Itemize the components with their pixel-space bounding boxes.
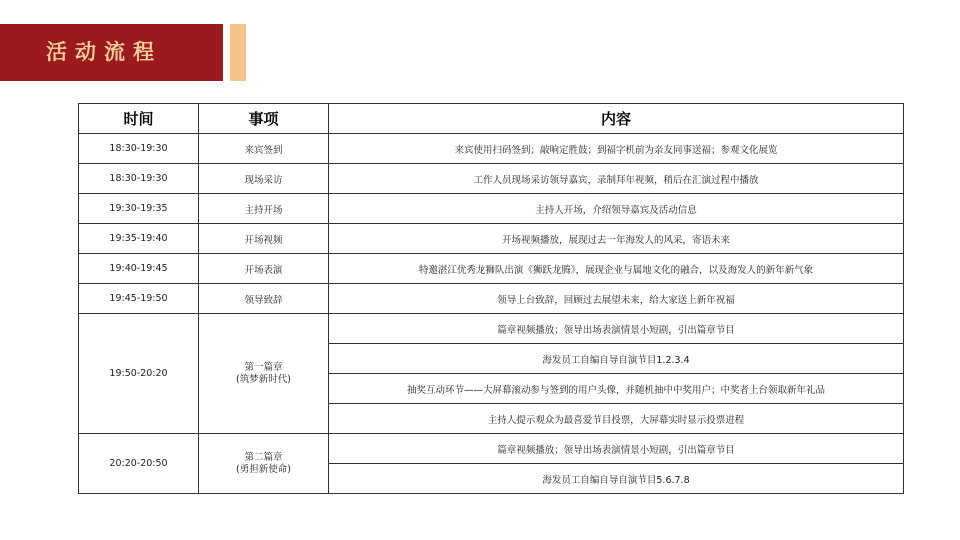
cell-time: 18:30-19:30: [79, 164, 199, 194]
cell-item: 开场表演: [199, 254, 329, 284]
cell-time: 18:30-19:30: [79, 134, 199, 164]
table-row: [79, 224, 904, 254]
title-accent-block: [230, 24, 246, 81]
cell-content: 特邀湛江优秀龙狮队出演《狮跃龙腾》，展现企业与属地文化的融合，以及海发人的新年新气象: [329, 254, 904, 284]
schedule-table: [78, 103, 904, 494]
chapter2-name: 第二篇章: [244, 451, 283, 463]
column-header-time: 时间: [79, 104, 199, 134]
cell-content: 海发员工自编自导自演节目1.2.3.4: [329, 344, 904, 374]
cell-content: 主持人开场，介绍领导嘉宾及活动信息: [329, 194, 904, 224]
cell-item: 主持开场: [199, 194, 329, 224]
cell-time-chapter2: 20:20-20:50: [79, 434, 199, 494]
cell-item-chapter1: [199, 314, 329, 434]
cell-time: 19:45-19:50: [79, 284, 199, 314]
cell-content: 工作人员现场采访领导嘉宾，录制拜年视频，稍后在汇演过程中播放: [329, 164, 904, 194]
cell-content: 抽奖互动环节——大屏幕滚动参与签到的用户头像，并随机抽中中奖用户；中奖者上台领取新年礼品: [329, 374, 904, 404]
column-header-item: 事项: [199, 104, 329, 134]
cell-time: 19:30-19:35: [79, 194, 199, 224]
table-row: [79, 254, 904, 284]
cell-item-chapter2: [199, 434, 329, 494]
cell-content: 来宾使用扫码签到；敲响定胜鼓；到福字机前为亲友同事送福；参观文化展览: [329, 134, 904, 164]
chapter2-subtitle: (勇担新使命): [236, 463, 291, 475]
table-row: [79, 134, 904, 164]
table-header-row: [79, 104, 904, 134]
cell-time: 19:35-19:40: [79, 224, 199, 254]
cell-time: 19:40-19:45: [79, 254, 199, 284]
table-row: [79, 284, 904, 314]
cell-content: 海发员工自编自导自演节目5.6.7.8: [329, 464, 904, 494]
column-header-content: 内容: [329, 104, 904, 134]
cell-item: 现场采访: [199, 164, 329, 194]
cell-content: 开场视频播放，展现过去一年海发人的风采，寄语未来: [329, 224, 904, 254]
cell-content: 篇章视频播放；领导出场表演情景小短剧，引出篇章节目: [329, 314, 904, 344]
table-row: [79, 164, 904, 194]
cell-item: 来宾签到: [199, 134, 329, 164]
page-title: 活动流程: [46, 40, 162, 64]
cell-content: 主持人提示观众为最喜爱节目投票，大屏幕实时显示投票进程: [329, 404, 904, 434]
cell-content: 领导上台致辞，回顾过去展望未来，给大家送上新年祝福: [329, 284, 904, 314]
cell-item: 领导致辞: [199, 284, 329, 314]
table-row-chapter1: [79, 314, 904, 344]
cell-time-chapter1: 19:50-20:20: [79, 314, 199, 434]
chapter1-name: 第一篇章: [244, 361, 283, 373]
table-row: [79, 194, 904, 224]
cell-item: 开场视频: [199, 224, 329, 254]
table-row-chapter2: [79, 434, 904, 464]
cell-content: 篇章视频播放；领导出场表演情景小短剧，引出篇章节目: [329, 434, 904, 464]
chapter1-subtitle: (筑梦新时代): [236, 373, 291, 385]
